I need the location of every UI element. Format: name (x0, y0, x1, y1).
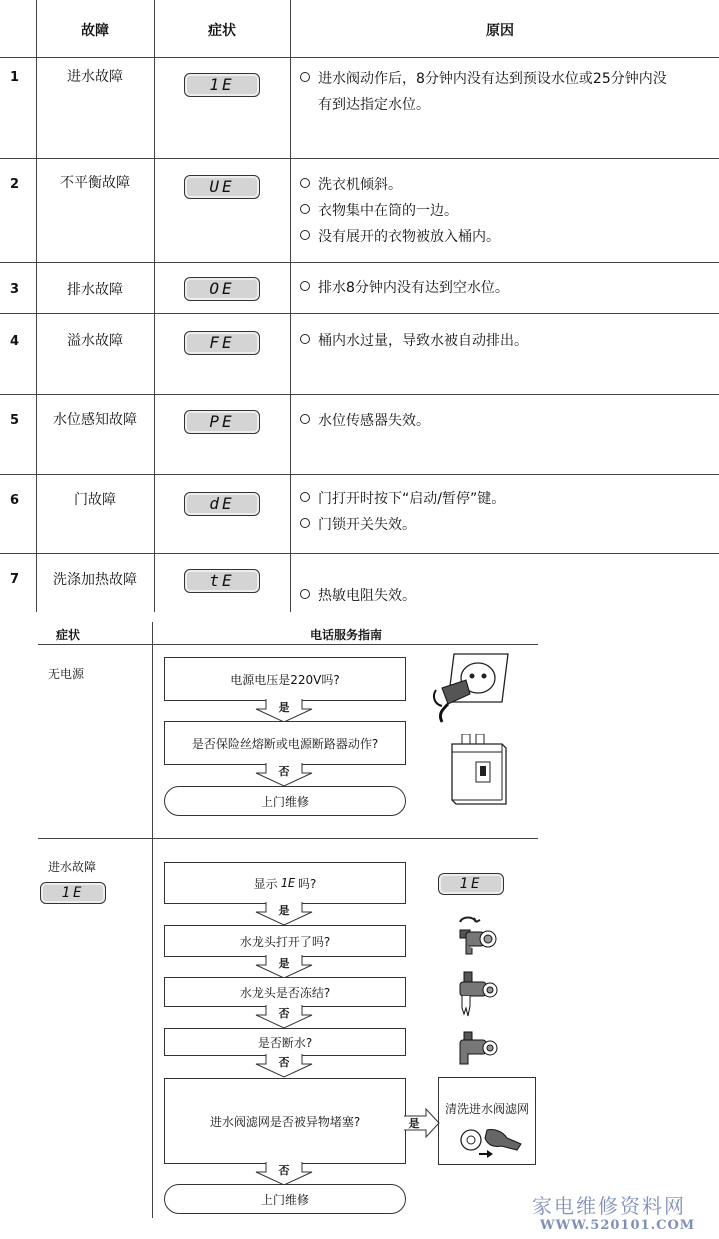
cause-text (300, 408, 712, 434)
error-code-display: OE (184, 277, 260, 301)
row-number: 7 (10, 572, 20, 587)
cause-text (300, 275, 712, 301)
clean-filter-label: 清洗进水阀滤网 (444, 1102, 529, 1116)
answer-label: 否 (278, 765, 290, 778)
table-rule (0, 158, 719, 159)
tap-open-icon (452, 914, 498, 960)
row-number: 1 (10, 70, 20, 85)
error-code-display: PE (184, 410, 260, 434)
cause-text (300, 486, 712, 538)
watermark-title: 家电维修资料网 (532, 1194, 686, 1218)
fault-name: 门故障 (74, 492, 116, 508)
flow-step-tap-frozen: 水龙头是否冻结? (164, 977, 406, 1007)
guide-rule (38, 644, 538, 645)
cause-text (300, 583, 712, 609)
bullet-circle-icon (300, 492, 310, 502)
bullet-circle-icon (300, 178, 310, 188)
answer-label: 是 (278, 701, 290, 714)
fault-name: 水位感知故障 (53, 412, 137, 428)
cause-line: 水位传感器失效。 (318, 413, 430, 429)
table-rule (0, 394, 719, 395)
step-prefix: 显示 (253, 876, 278, 891)
fault-name: 洗涤加热故障 (53, 572, 137, 588)
cause-text (300, 66, 712, 118)
bullet-circle-icon (300, 518, 310, 528)
error-code-display: UE (184, 175, 260, 199)
answer-label: 是 (408, 1117, 420, 1130)
cause-line: 有到达指定水位。 (318, 97, 430, 113)
answer-label: 否 (278, 1007, 290, 1020)
flow-step-filter-blocked: 进水阀滤网是否被异物堵塞? (164, 1078, 406, 1164)
row-number: 4 (10, 334, 20, 349)
display-code: 1E (438, 873, 504, 895)
power-outlet-plug-icon (432, 650, 512, 724)
cause-line: 桶内水过量，导致水被自动排出。 (318, 333, 528, 349)
table-divider (36, 0, 37, 612)
bullet-circle-icon (300, 204, 310, 214)
flow-step-tap-open: 水龙头打开了吗? (164, 925, 406, 957)
flow-step-water-cut: 是否断水? (164, 1028, 406, 1056)
flow-step-fuse: 是否保险丝熔断或电源断路器动作? (164, 721, 406, 765)
row-number: 2 (10, 177, 20, 192)
table-rule (0, 313, 719, 314)
cause-text (300, 328, 712, 354)
flow-step-display-check (164, 862, 406, 904)
table-rule (0, 262, 719, 263)
tap-no-water-icon (452, 1030, 498, 1070)
row-number: 6 (10, 493, 20, 508)
fault-name: 进水故障 (67, 69, 123, 85)
table-divider (154, 0, 155, 612)
bullet-circle-icon (300, 589, 310, 599)
header-cause: 原因 (486, 23, 514, 39)
error-code-display: FE (184, 331, 260, 355)
bullet-circle-icon (300, 334, 310, 344)
cause-line: 门锁开关失效。 (318, 517, 416, 533)
error-code-display: tE (184, 569, 260, 593)
filter-cleaning-icon (451, 1124, 525, 1162)
bullet-circle-icon (300, 414, 310, 424)
cause-line: 热敏电阻失效。 (318, 588, 416, 604)
answer-label: 否 (278, 1056, 290, 1069)
flow-end-service: 上门维修 (164, 786, 406, 816)
answer-label: 是 (278, 957, 290, 970)
cause-line: 衣物集中在筒的一边。 (318, 203, 458, 219)
error-code-display: 1E (184, 73, 260, 97)
fault-name: 不平衡故障 (60, 175, 130, 191)
flow-end-service: 上门维修 (164, 1184, 406, 1214)
answer-label: 是 (278, 904, 290, 917)
cause-line: 排水8分钟内没有达到空水位。 (318, 280, 509, 296)
bullet-circle-icon (300, 230, 310, 240)
table-rule (0, 553, 719, 554)
guide-header-title: 电话服务指南 (309, 628, 382, 642)
watermark-url: WWW.520101.COM (540, 1218, 696, 1233)
header-fault: 故障 (81, 23, 109, 39)
cause-line: 洗衣机倾斜。 (318, 177, 402, 193)
tap-frozen-icon (452, 968, 498, 1018)
step-code: 1E (280, 876, 296, 890)
cause-line: 门打开时按下“启动/暂停”键。 (318, 491, 506, 507)
table-rule (0, 57, 719, 58)
cause-line: 没有展开的衣物被放入桶内。 (318, 229, 500, 245)
symptom-no-power: 无电源 (48, 667, 85, 681)
error-code-display: dE (184, 492, 260, 516)
guide-rule (38, 838, 538, 839)
cause-line: 进水阀动作后，8分钟内没有达到预设水位或25分钟内没 (318, 71, 667, 87)
clean-filter-box (438, 1077, 536, 1165)
table-divider (290, 0, 291, 612)
table-rule (0, 474, 719, 475)
circuit-breaker-icon (448, 734, 508, 806)
bullet-circle-icon (300, 72, 310, 82)
cause-text (300, 172, 712, 250)
fault-name: 排水故障 (67, 282, 123, 298)
answer-label: 否 (278, 1164, 290, 1177)
row-number: 5 (10, 413, 20, 428)
symptom-water-inlet: 进水故障 (48, 860, 97, 874)
guide-header-symptom: 症状 (56, 628, 81, 642)
step-suffix: 吗? (298, 876, 317, 891)
header-symptom: 症状 (208, 23, 236, 39)
row-number: 3 (10, 282, 20, 297)
bullet-circle-icon (300, 281, 310, 291)
flow-step-voltage: 电源电压是220V吗? (164, 657, 406, 701)
fault-name: 溢水故障 (67, 333, 123, 349)
guide-divider (152, 622, 153, 1218)
symptom-code-display: 1E (40, 882, 106, 904)
